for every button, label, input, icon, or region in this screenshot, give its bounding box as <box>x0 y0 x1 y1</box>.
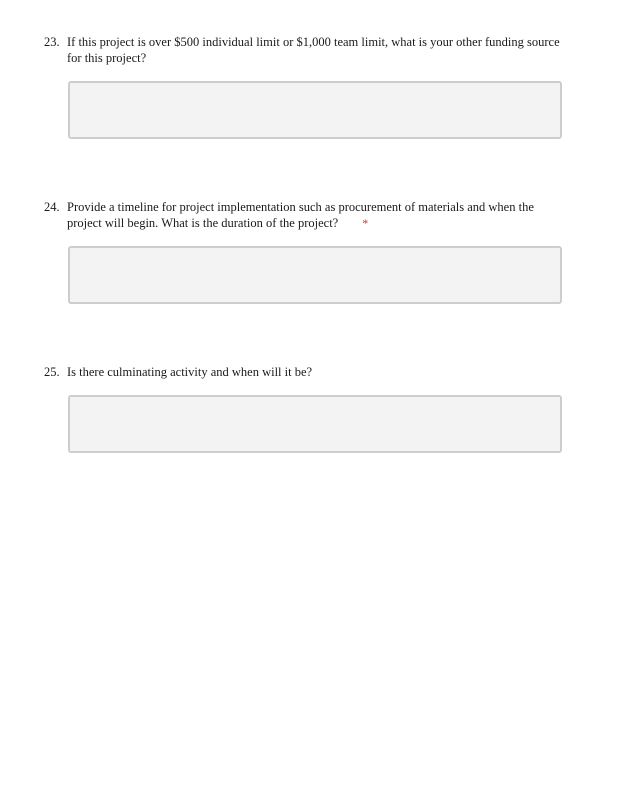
timeline-field[interactable] <box>68 246 562 304</box>
question-24 <box>44 199 564 231</box>
question-text: If this project is over $500 individual limit or $1,000 team limit, what is your other funding source for this project? <box>67 35 560 65</box>
question-23 <box>44 34 564 66</box>
question-number: 23. <box>44 35 60 49</box>
question-number: 24. <box>44 200 60 214</box>
required-marker: * <box>362 216 369 230</box>
question-number: 25. <box>44 365 60 379</box>
question-text: Is there culminating activity and when will it be? <box>67 365 313 379</box>
culminating-activity-field[interactable] <box>68 395 562 453</box>
question-text: Provide a timeline for project implementation such as procurement of materials and when the project will begin. What is the duration of the project? <box>67 200 534 230</box>
question-25 <box>44 364 564 380</box>
funding-source-field[interactable] <box>68 81 562 139</box>
